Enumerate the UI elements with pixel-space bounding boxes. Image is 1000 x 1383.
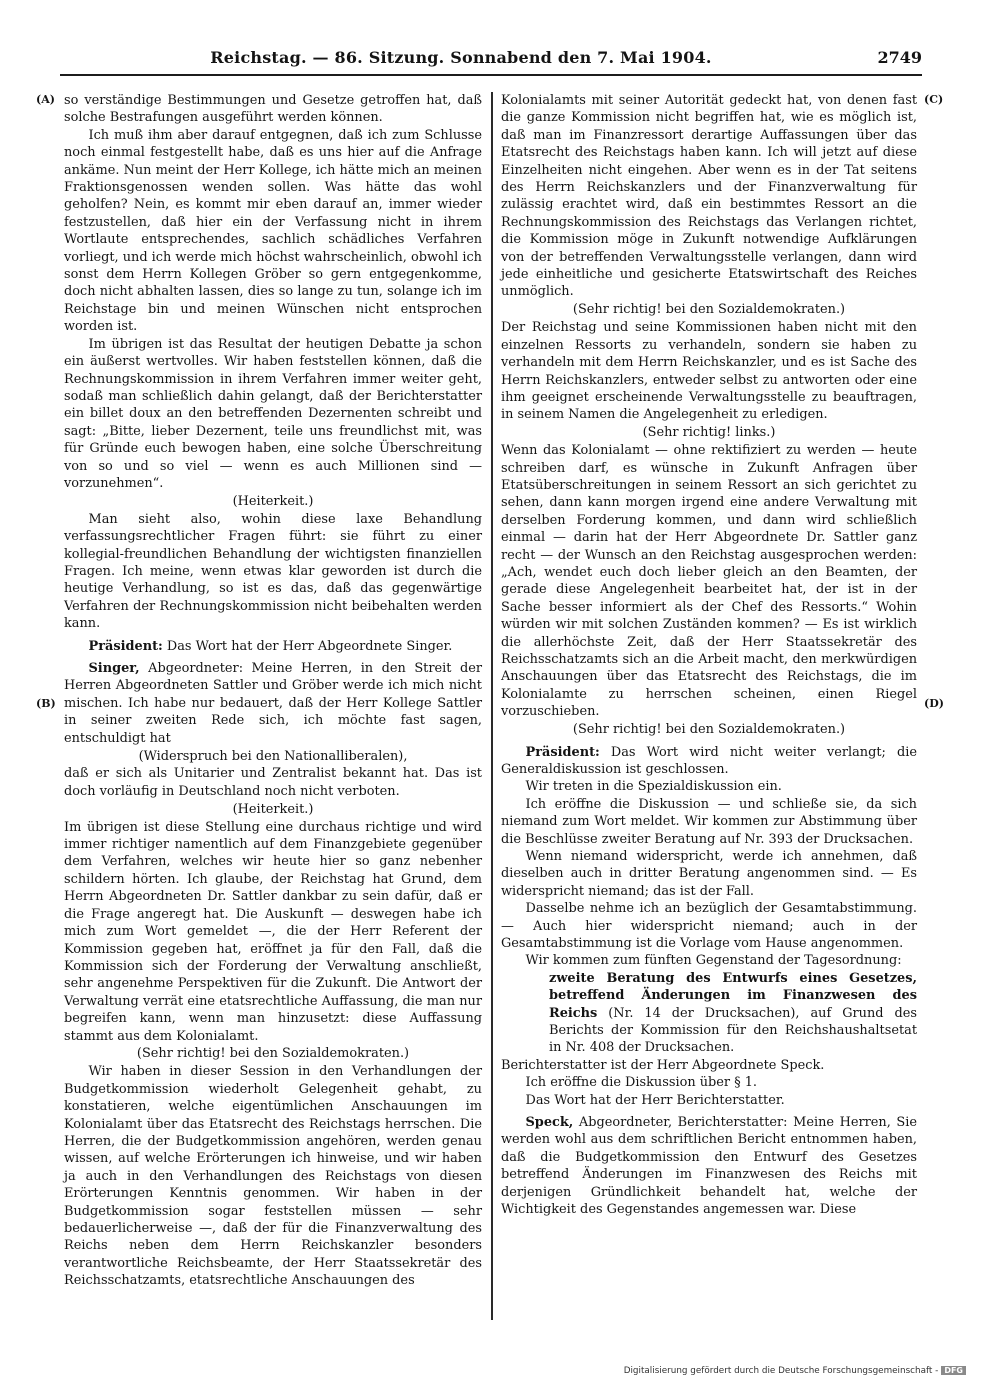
paragraph: Ich eröffne die Diskussion über § 1.: [525, 1075, 758, 1091]
agenda-title: zweite Beratung des Entwurfs eines Gesetzes, betreffend Änderungen im Finanzwesen des Reichs: [549, 970, 917, 1021]
paragraph: Wenn niemand widerspricht, werde ich annehmen, daß dieselben auch in dritter Beratung angenommen sind. — Es widerspricht niemand; das ist der Fall.: [501, 848, 917, 899]
left-column: [64, 92, 482, 1290]
interjection: (Widerspruch bei den Nationalliberalen),: [138, 748, 408, 764]
paragraph: so verständige Bestimmungen und Gesetze getroffen hat, daß solche Bestrafungen ausgeführt werden können.: [64, 93, 482, 126]
interjection: (Heiterkeit.): [232, 801, 314, 817]
page-header: [60, 48, 922, 70]
speaker-statement: [501, 1114, 917, 1218]
paragraph: Ich muß ihm aber darauf entgegnen, daß ich zum Schlusse noch einmal festgestellt habe, daß es uns hier auf die Anfrage ankäme. Nun meint der Herr Kollege, ich hätte mich an meinen Fraktionsgenossen wenden sollen. Was hätte das wohl geholfen? Nein, es kommt mir eben darauf an, immer wieder festzustellen, daß hier ein der Verfassung nicht in ihrem Wortlaute entsprechendes, sachlich schädliches Verfahren vorliegt, und ich werde mich höchst wahrscheinlich, obwohl ich sonst dem Herrn Kollegen Gröber so gern entgegenkomme, doch nicht abhalten lassen, dies so lange zu tun, solange ich im Reichstage bin und meinen Wünschen nicht entsprochen worden ist.: [64, 127, 482, 335]
credit-text: Digitalisierung gefördert durch die Deutsche Forschungsgemeinschaft -: [623, 1366, 939, 1376]
speech-text: Das Wort wird nicht weiter verlangt; die Generaldiskussion ist geschlossen.: [501, 744, 917, 777]
paragraph: Wenn das Kolonialamt — ohne rektifiziert zu werden — heute schreiben darf, es wünsche in Zukunft Anfragen über Etatsüberschreitungen in seinem Ressort an sich gerichtet zu sehen, dann kann morgen irgend eine andere Verwaltung mit derselben Forderung kommen, und dann wird schließlich einmal — darin hat der Herr Abgeordnete Dr. Sattler ganz recht — der Wunsch an den Reichstag ausgesprochen werden: „Ach, wendet euch doch lieber gleich an den Beamten, der gerade diese Angelegenheit bearbeitet hat, der ist in der Sache besser informiert als der Chef des Ressorts.“ Wohin würden wir mit solchen Zuständen kommen? — Es ist wirklich die allerhöchste Zeit, daß der Herr Staatssekretär des Reichsschatzamts sich an die Arbeit macht, den merkwürdigen Anschauungen über das Etatsrecht des Reichstags, die im Kolonialamte zu herrschen scheinen, einen Riegel vorzuschieben.: [501, 443, 917, 720]
speech-text: Das Wort hat der Herr Abgeordnete Singer.: [166, 638, 453, 654]
paragraph: Dasselbe nehme ich an bezüglich der Gesamtabstimmung. — Auch hier widerspricht niemand; auch in der Gesamtabstimmung ist die Vorlage vom Hause angenommen.: [501, 901, 917, 951]
interjection: (Sehr richtig! bei den Sozialdemokraten.): [572, 722, 846, 738]
speaker-name: Singer,: [88, 661, 140, 676]
header-rule: [60, 74, 922, 76]
speaker-statement: [64, 660, 482, 747]
dfg-logo: DFG: [941, 1366, 966, 1375]
paragraph: daß er sich als Unitarier und Zentralist bekannt hat. Das ist doch vorläufig in Deutschland noch nicht verboten.: [64, 766, 482, 799]
margin-marker-b: (B): [36, 697, 56, 710]
interjection: (Sehr richtig! bei den Sozialdemokraten.): [136, 1046, 410, 1062]
paragraph: Wir treten in die Spezialdiskussion ein.: [525, 779, 782, 795]
agenda-details: (Nr. 14 der Drucksachen), auf Grund des Berichts der Kommission für den Reichshaushaltsetat in Nr. 408 der Drucksachen.: [549, 1005, 917, 1056]
president-statement: [64, 638, 482, 655]
paragraph: Der Reichstag und seine Kommissionen haben nicht mit den einzelnen Ressorts zu verhandeln, sondern sie haben zu verhandeln mit dem Herrn Reichskanzler, und es ist Sache des Herrn Reichskanzlers, entweder selbst zu antworten oder eine ihm geeignet erscheinende Verwaltungsstelle zu beauftragen, in seinem Namen die Angelegenheit zu erledigen.: [501, 320, 917, 423]
margin-marker-d: (D): [924, 697, 944, 710]
speech-text: Abgeordneter, Berichterstatter: Meine Herren, Sie werden wohl aus dem schriftlichen Bericht entnommen haben, daß die Budgetkommission den Entwurf des Gesetzes betreffend Änderungen im Finanzwesen des Reichs mit derjenigen Gründlichkeit behandelt hat, welche der Wichtigkeit des Gegenstandes angemessen war. Diese: [501, 1115, 917, 1218]
speaker-name: Präsident:: [525, 744, 600, 760]
interjection: (Sehr richtig! bei den Sozialdemokraten.): [572, 302, 846, 318]
paragraph: Wir haben in dieser Session in den Verhandlungen der Budgetkommission wiederholt Gelegenheit gehabt, zu konstatieren, welche eigentümlichen Anschauungen im Kolonialamt über das Etatsrecht des Reichstags herrschen. Die Herren, die der Budgetkommission angehören, werden genau wissen, auf welche Erörterungen ich hinweise, und wir haben ja auch in den Verhandlungen des Reichstags von diesen Erörterungen Kenntnis genommen. Wir haben in der Budgetkommission sogar feststellen müssen — sehr bedauerlicherweise —, daß der für die Finanzverwaltung des Reichs neben dem Herrn Reichskanzler besonders verantwortliche Reichsbeamte, der Herr Staatssekretär des Reichsschatzamts, etatsrechtliche Anschauungen des: [64, 1064, 482, 1289]
paragraph: Berichterstatter ist der Herr Abgeordnete Speck.: [501, 1057, 825, 1073]
agenda-item: [549, 970, 917, 1057]
speaker-name: Speck,: [525, 1115, 574, 1131]
paragraph: Im übrigen ist diese Stellung eine durchaus richtige und wird immer richtiger namentlich auf dem Finanzgebiete gegenüber dem Verfahren, welches wir heute hier so ganz nebenher schildern hörten. Ich glaube, der Reichstag hat Grund, dem Herrn Abgeordneten Dr. Sattler dankbar zu sein dafür, daß er die Frage angeregt hat. Die Auskunft — deswegen habe ich mich zum Wort gemeldet —, die der Herr Referent der Kommission gegeben hat, eröffnet ja für den Fall, daß die Kommission sich der Forderung der Verwaltung anschließt, sehr angenehme Perspektiven für die Zukunft. Die Antwort der Verwaltung verrät eine etatsrechtliche Auffassung, die man nur begreifen kann, wenn man hinzusetzt: diese Auffassung stammt aus dem Kolonialamt.: [64, 819, 482, 1044]
speech-text: Abgeordneter: Meine Herren, in den Streit der Herren Abgeordneten Sattler und Gröber werde ich mich nicht mischen. Ich habe nur bedauert, daß der Herr Kollege Sattler in seiner zweiten Rede sich, ich möchte fast sagen, entschuldigt hat: [64, 661, 482, 746]
interjection: (Sehr richtig! links.): [642, 425, 776, 441]
digitization-credit: [624, 1366, 966, 1376]
paragraph: Wir kommen zum fünften Gegenstand der Tagesordnung:: [525, 953, 902, 969]
margin-marker-a: (A): [36, 93, 55, 106]
president-statement: [501, 744, 917, 779]
interjection: (Heiterkeit.): [232, 493, 314, 509]
page-number: 2749: [877, 48, 922, 67]
paragraph: Kolonialamts mit seiner Autorität gedeckt hat, von denen fast die ganze Kommission nicht begriffen hat, wie es möglich ist, daß man im Finanzressort derartige Auffassungen über das Etatsrecht des Reichstags haben kann. Ich will jetzt auf diese Einzelheiten nicht eingehen. Aber wenn es in der Tat seitens des Herrn Reichskanzlers und der Finanzverwaltung für zulässig erachtet wird, daß ein bestimmtes Ressort an die Rechnungskommission des Reichstags das Verlangen richtet, die Kommission möge in Zukunft notwendige Aufklärungen von der betreffenden Verwaltungsstelle verlangen, dann wird jede einheitliche und gesicherte Etatswirtschaft des Reiches unmöglich.: [501, 93, 917, 300]
column-divider: [491, 92, 493, 1320]
paragraph: Ich eröffne die Diskussion — und schließe sie, da sich niemand zum Wort meldet. Wir kommen zur Abstimmung über die Beschlüsse zweiter Beratung auf Nr. 393 der Drucksachen.: [501, 796, 917, 847]
margin-marker-c: (C): [924, 93, 944, 106]
speaker-name: Präsident:: [88, 638, 163, 654]
paragraph: Man sieht also, wohin diese laxe Behandlung verfassungsrechtlicher Fragen führt: sie führt zu einer kollegial-freundlichen Behandlung der wichtigsten finanziellen Fragen. Ich meine, wenn etwas klar geworden ist durch die heutige Verhandlung, so ist es das, daß das gegenwärtige Verfahren der Rechnungskommission nicht beibehalten werden kann.: [64, 511, 482, 632]
paragraph: Das Wort hat der Herr Berichterstatter.: [525, 1092, 785, 1108]
right-column: [501, 92, 917, 1219]
paragraph: Im übrigen ist das Resultat der heutigen Debatte ja schon ein äußerst wertvolles. Wir haben feststellen können, daß die Rechnungskommission in ihrem Verfahren immer weiter geht, sodaß man schließlich dahin gelangt, daß der Berichterstatter ein billet doux an den betreffenden Dezernenten schreibt und sagt: „Bitte, lieber Dezernent, teile uns freundlichst mit, was für Gründe euch bewogen haben, eine solche Überschreitung von so und so viel — wenn es auch Millionen sind — vorzunehmen“.: [64, 336, 482, 491]
running-title: Reichstag. — 86. Sitzung. Sonnabend den 7. Mai 1904.: [210, 48, 712, 67]
